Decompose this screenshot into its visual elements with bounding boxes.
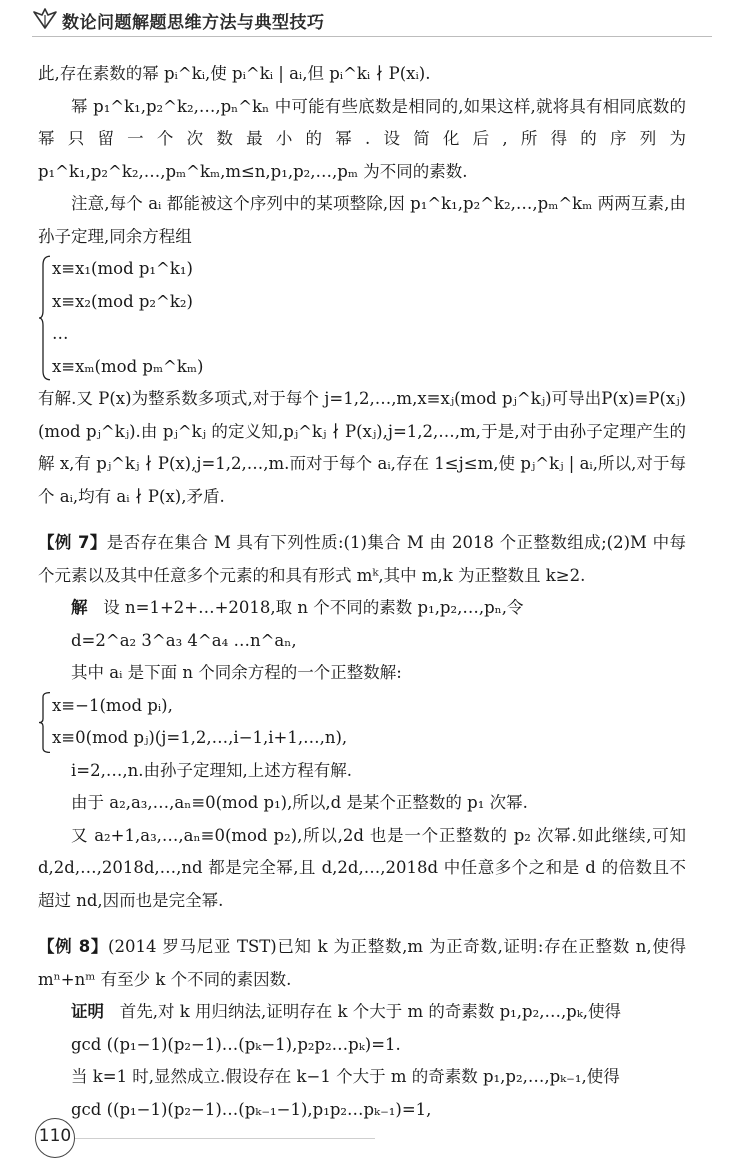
formula-line: d=2^a₂ 3^a₃ 4^a₄ …n^aₙ, <box>71 630 297 650</box>
formula-line: gcd ((p₁−1)(p₂−1)…(pₖ₋₁−1),p₁p₂…pₖ₋₁)=1, <box>71 1099 432 1119</box>
proof-line: 当 k=1 时,显然成立.假设存在 k−1 个大于 m 的奇素数 p₁,p₂,…,pₖ₋₁,使得 <box>71 1067 620 1086</box>
equation-line: x≡0(mod pⱼ)(j=1,2,…,i−1,i+1,…,n), <box>52 728 348 747</box>
example-8 <box>38 931 686 996</box>
equation-line: … <box>52 324 69 343</box>
paragraph: 此,存在素数的幂 pᵢ^kᵢ,使 pᵢ^kᵢ | aᵢ,但 pᵢ^kᵢ ∤ P(xᵢ). <box>38 64 431 83</box>
formula-line: gcd ((p₁−1)(p₂−1)…(pₖ−1),p₂p₂…pₖ)=1. <box>71 1034 401 1054</box>
example-text: 是否存在集合 M 具有下列性质:(1)集合 M 由 2018 个正整数组成;(2)M 中每个元素以及其中任意多个元素的和具有形式 mᵏ,其中 m,k 为正整数且 k≥2. <box>38 533 686 585</box>
congruence-system <box>38 253 686 383</box>
congruence-system <box>38 690 686 755</box>
footer-divider <box>75 1138 375 1139</box>
equation-line: x≡x₂(mod p₂^k₂) <box>52 291 193 311</box>
paragraph: 注意,每个 aᵢ 都能被这个序列中的某项整除,因 p₁^k₁,p₂^k₂,…,pₘ^kₘ 两两互素,由孙子定理,同余方程组 <box>38 194 686 246</box>
solution-line: 由于 a₂,a₃,…,aₙ≡0(mod p₁),所以,d 是某个正整数的 p₁ 次幂. <box>71 793 528 812</box>
example-text: (2014 罗马尼亚 TST)已知 k 为正整数,m 为正奇数,证明:存在正整数 n,使得 mⁿ+nᵐ 有至少 k 个不同的素因数. <box>38 937 686 989</box>
example-label: 【例 7】 <box>38 533 107 552</box>
solution-line: 解 设 n=1+2+…+2018,取 n 个不同的素数 p₁,p₂,…,pₙ,令 <box>71 598 524 617</box>
example-7 <box>38 527 686 592</box>
proof-label: 证明 <box>71 1002 104 1021</box>
example-label: 【例 8】 <box>38 937 109 956</box>
header-divider <box>32 36 712 37</box>
solution-line: i=2,…,n.由孙子定理知,上述方程有解. <box>71 760 352 780</box>
solution-line: 又 a₂+1,a₃,…,aₙ≡0(mod p₂),所以,2d 也是一个正整数的 p₂ 次幂.如此继续,可知 d,2d,…,2018d,…,nd 都是完全幂,且 d,2d,…,2018d 中任意多个之和是 d 的倍数且不超过 nd,因而也是完全幂. <box>38 825 686 910</box>
page-number: 110 <box>38 1126 72 1146</box>
solution-line: 其中 aᵢ 是下面 n 个同余方程的一个正整数解: <box>71 663 402 682</box>
proof-line: 证明 首先,对 k 用归纳法,证明存在 k 个大于 m 的奇素数 p₁,p₂,…,pₖ,使得 <box>71 1002 622 1021</box>
page-header <box>0 0 746 40</box>
equation-line: x≡x₁(mod p₁^k₁) <box>52 259 193 278</box>
left-brace <box>38 690 52 755</box>
page-body <box>38 58 686 1126</box>
book-title: 数论问题解题思维方法与典型技巧 <box>62 13 325 33</box>
book-logo-icon <box>32 6 58 32</box>
paragraph: 幂 p₁^k₁,p₂^k₂,…,pₙ^kₙ 中可能有些底数是相同的,如果这样,就将具有相同底数的幂只留一个次数最小的幂.设简化后,所得的序列为 p₁^k₁,p₂^k₂,…,pₘ^kₘ,m≤n,p₁,p₂,…,pₘ 为不同的素数. <box>38 96 686 181</box>
solution-label: 解 <box>71 598 88 617</box>
left-brace <box>38 253 52 383</box>
equation-line: x≡xₘ(mod pₘ^kₘ) <box>52 356 204 376</box>
equation-line: x≡−1(mod pᵢ), <box>52 695 173 715</box>
paragraph: 有解.又 P(x)为整系数多项式,对于每个 j=1,2,…,m,x≡xⱼ(mod pⱼ^kⱼ)可导出P(x)≡P(xⱼ)(mod pⱼ^kⱼ).由 pⱼ^kⱼ 的定义知,pⱼ^kⱼ ∤ P(xⱼ),j=1,2,…,m,于是,对于由孙子定理产生的解 x,有 pⱼ^kⱼ ∤ P(x),j=1,2,…,m.而对于每个 aᵢ,存在 1≤j≤m,使 pⱼ^kⱼ | aᵢ,所以,对于每个 aᵢ,均有 aᵢ ∤ P(x),矛盾. <box>38 389 686 506</box>
